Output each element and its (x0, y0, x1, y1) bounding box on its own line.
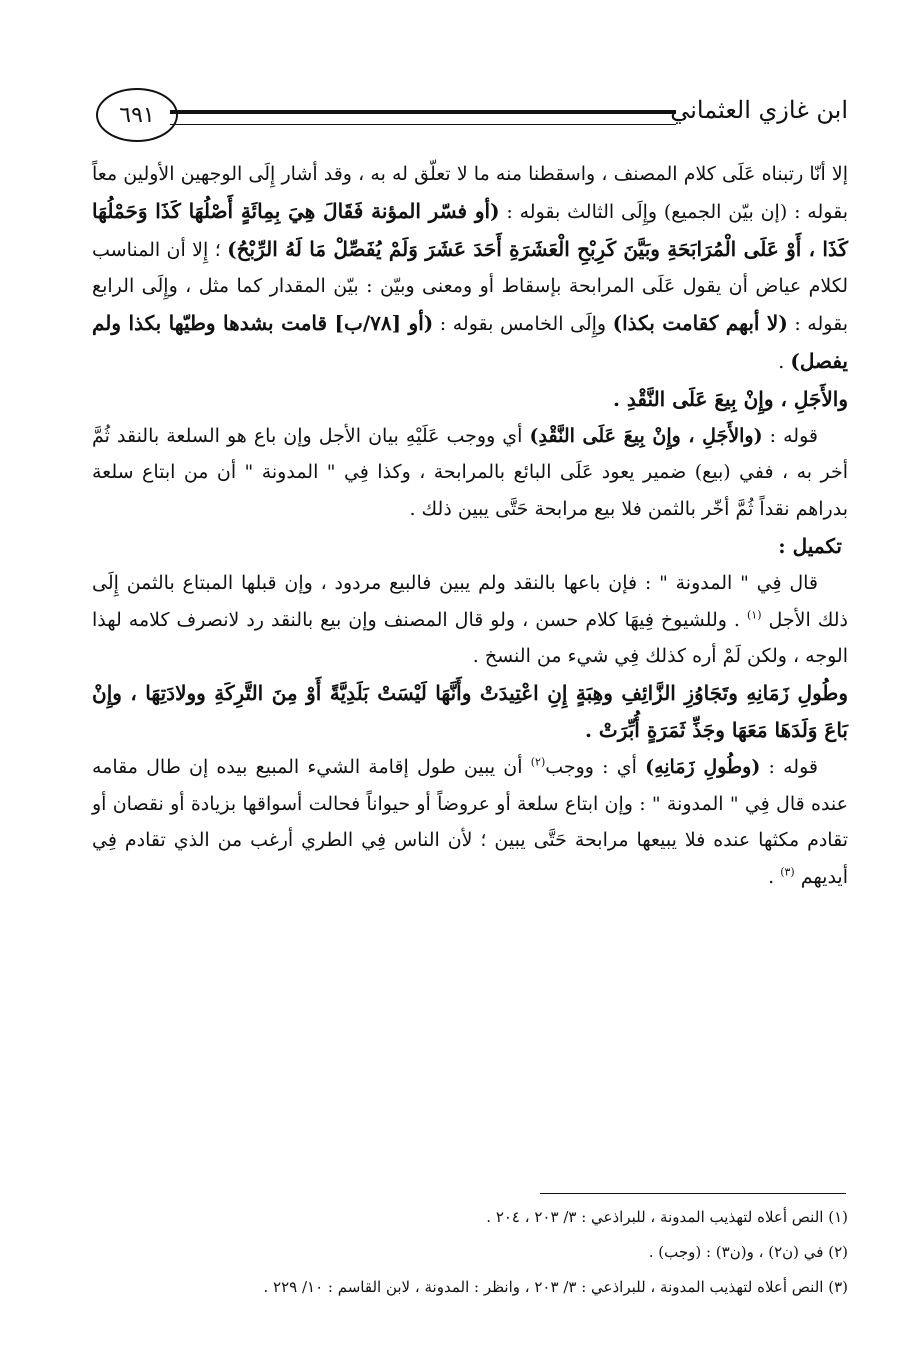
page-number-oval (96, 88, 178, 142)
matn-line: وطُولِ زَمَانِهِ وتَجَاوُزِ الزَّائِفِ وهِبَةٍ إِنِ اعْتِيدَتْ وأَنَّهَا لَيْسَتْ بَلَدِيَّةً أَوْ مِنَ التَّرِكَةِ وولادَتِهَا ، وإِنْ بَاعَ وَلَدَهَا مَعَهَا وجَذِّ ثَمَرَةٍ أُبِّرَتْ . (92, 681, 848, 742)
footnote: (٢) في (ن٢) ، و(ن٣) : (وجب) . (648, 1243, 848, 1261)
matn-quote: (أو [٧٨/ب] قامت بشدها وطيّها بكذا ولم يفصل) (92, 311, 848, 373)
paragraph-2: قوله : (والأَجَلِ ، وإِنْ بِيعَ عَلَى النَّقْدِ) أي ووجب عَلَيْهِ بيان الأجل وإن باع هو السلعة بالنقد ثُمَّ أخر به ، ففي (بيع) ضمير يعود عَلَى البائع بالمرابحة ، وكذا فِي " المدونة " أن من ابتاع سلعة بدراهم نقداً ثُمَّ أخّر بالثمن فلا بيع مرابحة حَتَّى يبين ذلك . (92, 424, 848, 521)
page-number: ٦٩١ (119, 102, 155, 128)
matn-quote: (والأَجَلِ ، وإِنْ بِيعَ عَلَى النَّقْدِ) (529, 424, 763, 447)
footnotes (92, 1200, 848, 1305)
matn-quote: (أو فسّر المؤنة فَقَالَ هِيَ بِمِائَةٍ أَصْلُهَا كَذَا وَحَمْلُهَا كَذَا ، أَوْ عَلَى الْمُرَابَحَةِ وبَيَّنَ كَرِبْحِ الْعَشَرَةِ أَحَدَ عَشَرَ وَلَمْ يُفَصِّلْ مَا لَهُ الرِّبْحُ) (92, 198, 848, 261)
paragraph-4: قوله : (وطُولِ زَمَانِهِ) أي : ووجب$^{(٢)}$ أن يبين طول إقامة الشيء المبيع بيده إن طال مقامه عنده قال فِي " المدونة " : وإن ابتاع سلعة أو عروضاً أو حيواناً فحالت أسواقها بزيادة أو نقصان أو تقادم مكثها عنده فلا يبيعها مرابحة حَتَّى يبين ؛ لأن الناس فِي الطري أرغب من الذي تقادم فِي أيديهم $^{(٣)}$ . (92, 755, 848, 889)
running-title: ابن غازي العثماني (670, 96, 848, 124)
footnote-separator (540, 1193, 846, 1194)
page-header (92, 88, 848, 150)
header-rule (170, 110, 676, 125)
matn-line: والأَجَلِ ، وإِنْ بِيعَ عَلَى النَّقْدِ . (613, 386, 848, 411)
matn-quote: (وطُولِ زَمَانِهِ) (645, 755, 761, 778)
section-heading: تكميل : (778, 533, 842, 558)
paragraph-3: قال فِي " المدونة " : فإن باعها بالنقد ولم يبين فالبيع مردود ، وإن قبلها المبتاع بالثمن إِلَى ذلك الأجل $^{(١)}$ . وللشيوخ فِيهَا كلام حسن ، ولو قال المصنف وإن بيع بالنقد رد لانصرف كلامه لهذا الوجه ، ولكن لَمْ أره كذلك فِي شيء من النسخ . (92, 571, 849, 668)
matn-quote: (لا أبهم كقامت بكذا) (612, 311, 788, 336)
footnote: (٣) النص أعلاه لتهذيب المدونة ، للبراذعي : ٣/ ٢٠٣ ، وانظر : المدونة ، لابن القاسم : ١٠/ ٢٢٩ . (263, 1278, 848, 1296)
footnote-marker[interactable]: (٣) (780, 865, 795, 879)
main-text (92, 156, 848, 896)
paragraph-1: إلا أنّا رتبناه عَلَى كلام المصنف ، واسقطنا منه ما لا تعلّق له به ، وقد أشار إِلَى الوجهين الأولين معاً بقوله : (إن بيّن الجميع) وإِلَى الثالث بقوله : (أو فسّر المؤنة فَقَالَ هِيَ بِمِائَةٍ أَصْلُهَا كَذَا وَحَمْلُهَا كَذَا ، أَوْ عَلَى الْمُرَابَحَةِ وبَيَّنَ كَرِبْحِ الْعَشَرَةِ أَحَدَ عَشَرَ وَلَمْ يُفَصِّلْ مَا لَهُ الرِّبْحُ) ؛ إِلا أن المناسب لكلام عياض أن يقول عَلَى المرابحة بإسقاط أو ومعنى وبيّن : بيّن المقدار كما مثل ، وإِلَى الرابع بقوله : (لا أبهم كقامت بكذا) وإِلَى الخامس بقوله : (أو [٧٨/ب] قامت بشدها وطيّها بكذا ولم يفصل) . (92, 163, 848, 373)
footnote: (١) النص أعلاه لتهذيب المدونة ، للبراذعي : ٣/ ٢٠٣ ، ٢٠٤ . (486, 1208, 848, 1226)
footnote-marker[interactable]: (١) (746, 608, 762, 622)
footnote-marker[interactable]: (٢) (530, 755, 546, 769)
